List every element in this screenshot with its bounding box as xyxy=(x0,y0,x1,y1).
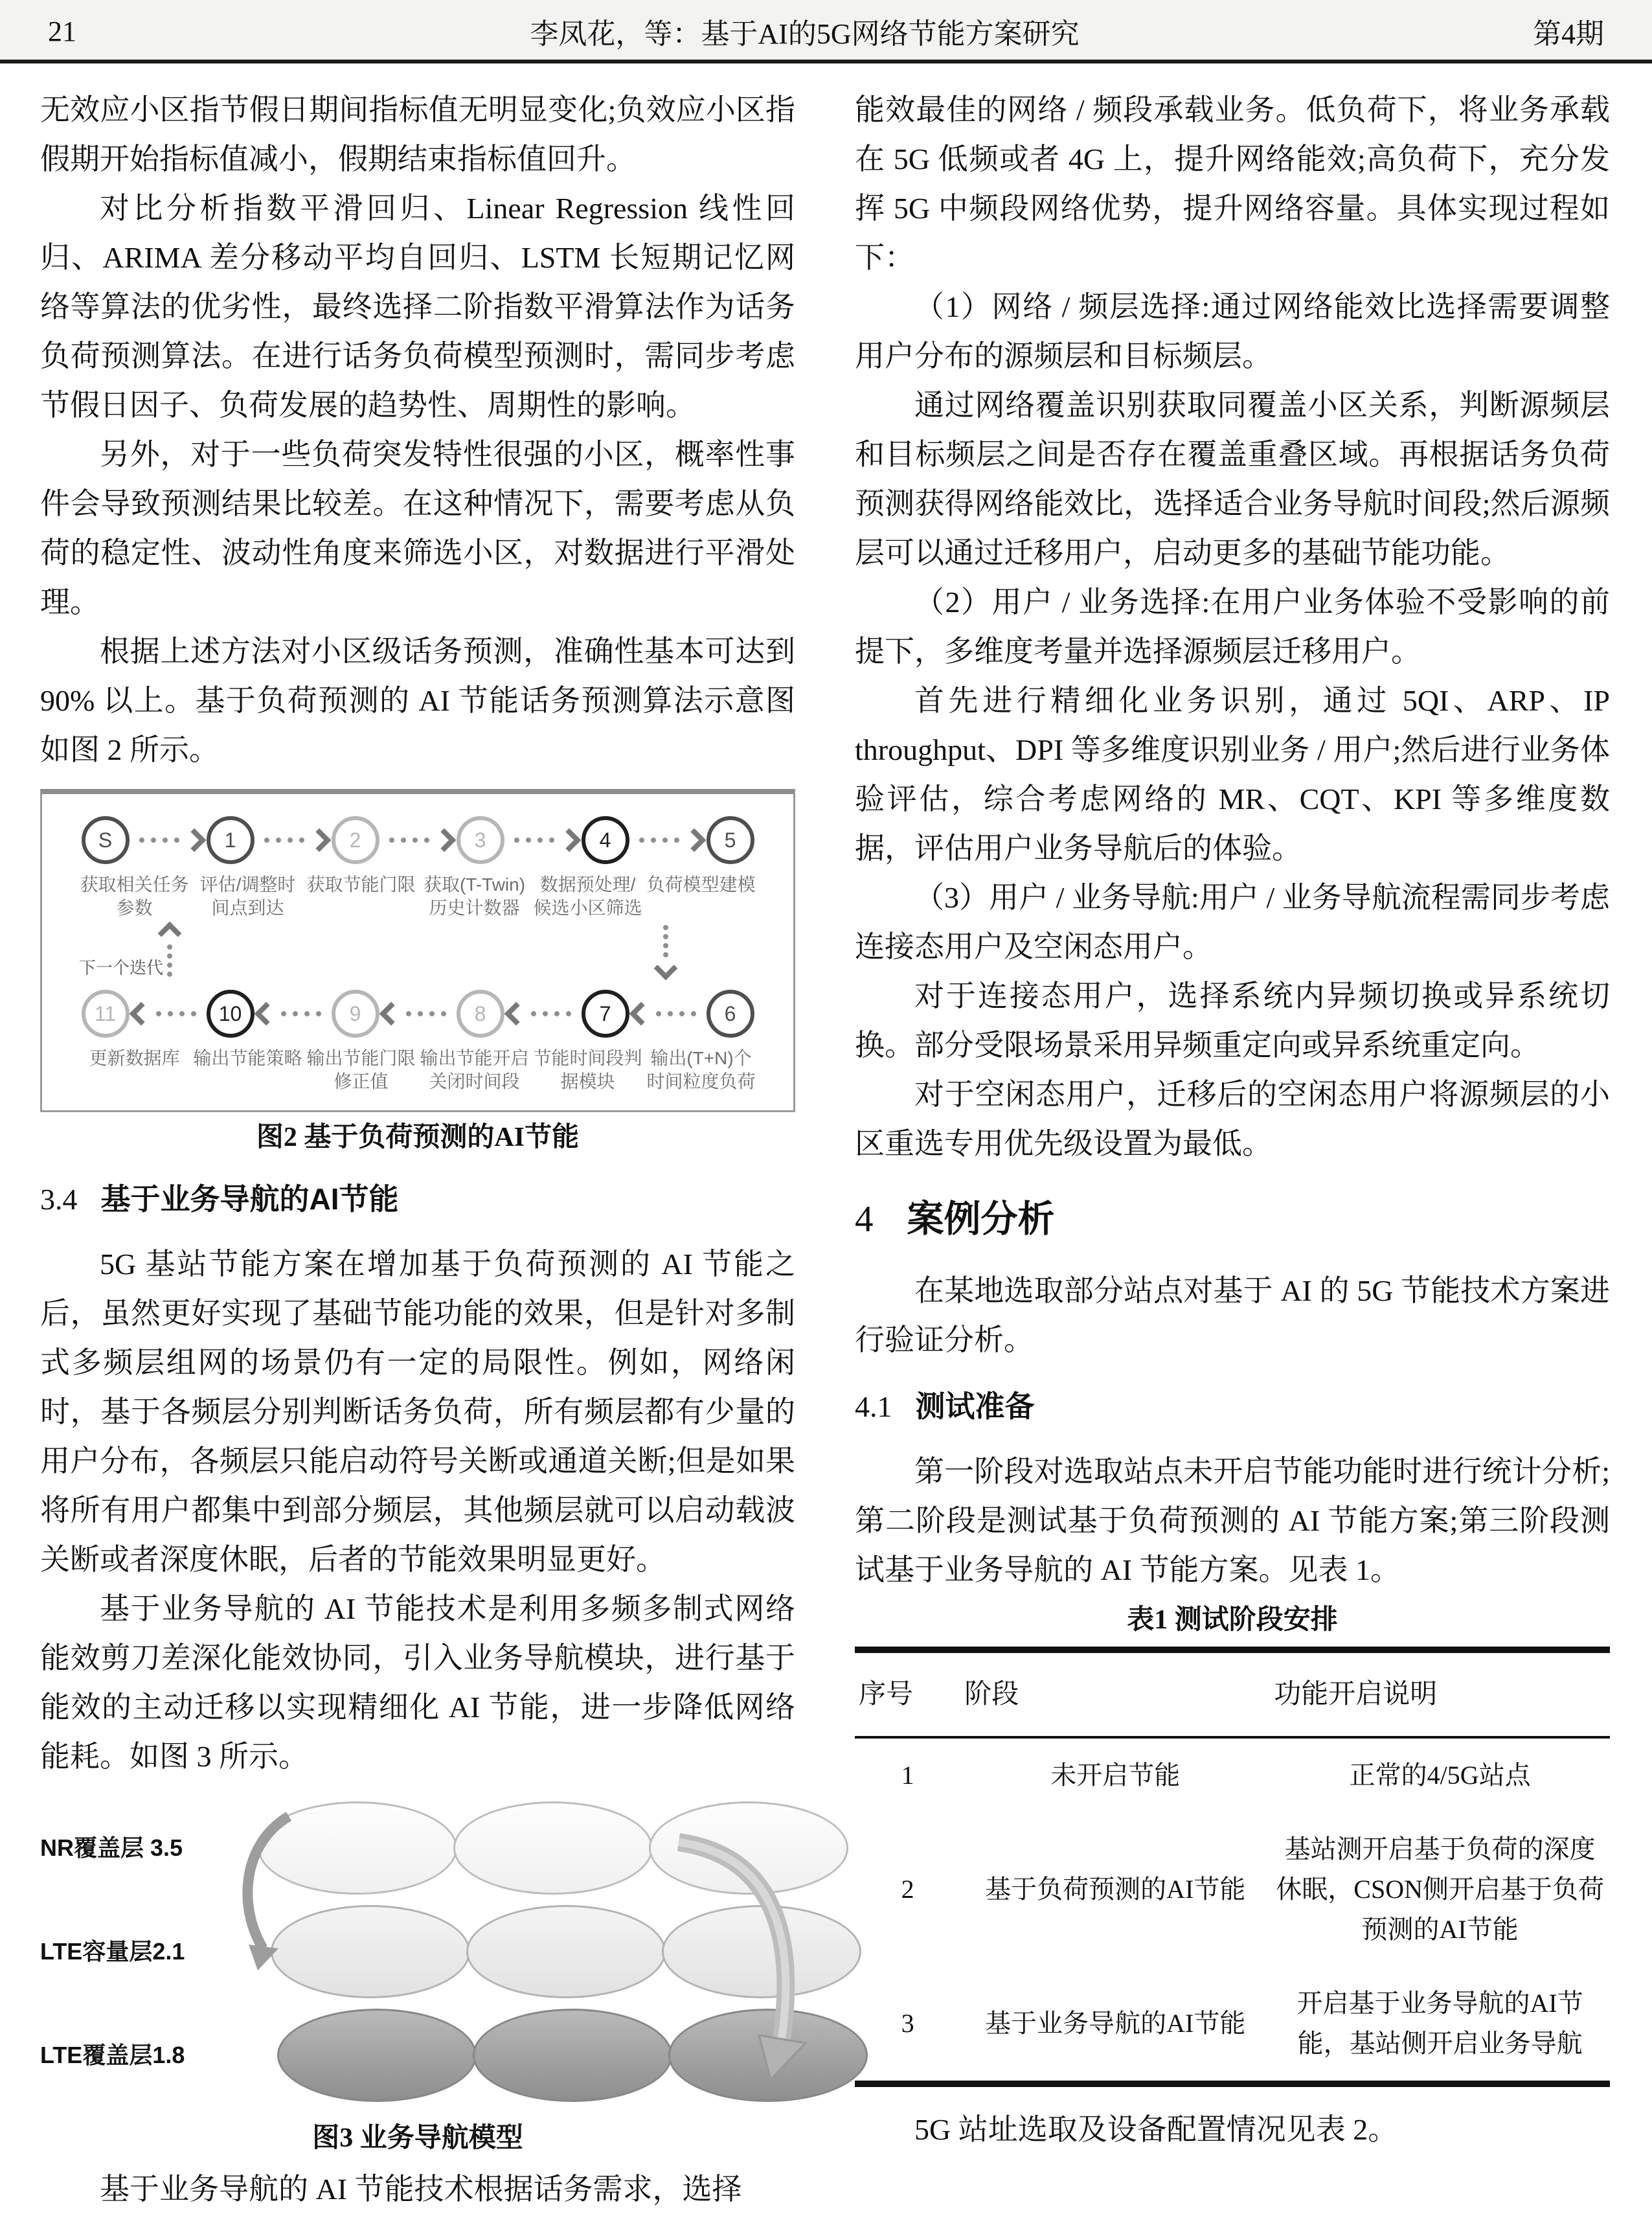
node-circle: 8 xyxy=(457,990,504,1038)
dotted-arrow-right-icon xyxy=(633,832,703,849)
cell-ellipse xyxy=(649,1801,848,1895)
left-column xyxy=(40,86,795,2214)
column-header: 功能开启说明 xyxy=(1270,1650,1610,1737)
node-circle: 6 xyxy=(707,990,754,1038)
flow-node-1 xyxy=(203,816,258,864)
table-header-row xyxy=(855,1650,1610,1737)
node-label: 评估/调整时间点到达 xyxy=(199,874,296,918)
node-circle: 4 xyxy=(582,816,629,864)
flow-node-6 xyxy=(703,990,758,1038)
paragraph: 5G 基站节能方案在增加基于负荷预测的 AI 节能之后，虽然更好实现了基础节能功能的效果，但是针对多制式多频层组网的场景仍有一定的局限性。例如，网络闲时，基于各频层分别判断话务负荷，所有频层都有少量的用户分布，各频层只能启动符号关断或通道关断;但是如果将所有用户都集中到部分频层，其他频层就可以启动载波关断或者深度休眠，后者的节能效果明显更好。 xyxy=(40,1248,795,1576)
cell-ellipse xyxy=(453,1801,653,1895)
layer-lte-coverage xyxy=(40,2009,864,2101)
section-number: 4.1 xyxy=(855,1390,892,1423)
flow-node-10 xyxy=(203,990,258,1038)
node-circle: 3 xyxy=(457,816,504,864)
table-row xyxy=(855,1967,1610,2084)
paragraph: 基于业务导航的 AI 节能技术根据话务需求，选择 xyxy=(100,2173,742,2206)
section-number: 3.4 xyxy=(40,1183,78,1216)
section-heading-4 xyxy=(855,1194,1610,1244)
node-circle: S xyxy=(82,816,130,864)
flow-arrow-down-icon xyxy=(657,925,674,977)
issue-label: 第4期 xyxy=(1533,18,1604,50)
node-label: 输出节能开启关闭时间段 xyxy=(420,1048,529,1091)
paragraph: （2）用户 / 业务选择:在用户业务体验不受影响的前提下，多维度考量并选择源频层迁移用户。 xyxy=(855,586,1610,668)
paragraph: （3）用户 / 业务导航:用户 / 业务导航流程需同步考虑连接态用户及空闲态用户。 xyxy=(855,881,1610,963)
flow-node-9 xyxy=(328,990,383,1038)
flow-loop-band xyxy=(78,925,758,988)
figure-2-caption: 图2 基于负荷预测的AI节能 xyxy=(256,1123,580,1152)
node-label: 数据预处理/候选小区筛选 xyxy=(533,874,642,918)
node-label: 输出节能门限修正值 xyxy=(306,1048,416,1091)
section-heading-4-1 xyxy=(855,1382,1610,1432)
cell-desc: 基站测开启基于负荷的深度休眠，CSON侧开启基于负荷预测的AI节能 xyxy=(1276,1834,1604,1944)
column-header: 阶段 xyxy=(960,1650,1270,1737)
section-title: 案例分析 xyxy=(907,1198,1055,1240)
dotted-arrow-left-icon xyxy=(383,1005,453,1022)
paragraph: 根据上述方法对小区级话务预测，准确性基本可达到 90% 以上。基于负荷预测的 AI 节能话务预测算法示意图如图 2 所示。 xyxy=(40,635,795,766)
flow-node-2 xyxy=(328,816,383,864)
node-circle: 5 xyxy=(707,816,754,864)
layer-label: NR覆盖层 3.5 xyxy=(40,1834,183,1861)
dotted-arrow-left-icon xyxy=(633,1005,703,1022)
node-label: 负荷模型建模 xyxy=(646,874,756,895)
node-label: 更新数据库 xyxy=(89,1048,180,1068)
paragraph: 在某地选取部分站点对基于 AI 的 5G 节能技术方案进行验证分析。 xyxy=(855,1274,1610,1356)
dotted-arrow-right-icon xyxy=(383,832,453,849)
table-row xyxy=(855,1812,1610,1967)
paragraph: （1）网络 / 频层选择:通过网络能效比选择需要调整用户分布的源频层和目标频层。 xyxy=(855,290,1610,372)
flow-node-S xyxy=(78,816,133,864)
dotted-arrow-right-icon xyxy=(133,832,203,849)
figure-3-caption: 图3 业务导航模型 xyxy=(312,2123,523,2153)
loop-label: 下一个迭代 xyxy=(79,958,164,977)
running-title: 李凤花，等：基于AI的5G网络节能方案研究 xyxy=(530,18,1080,50)
two-column-body xyxy=(0,63,1652,2214)
layer-label: LTE覆盖层1.8 xyxy=(40,2042,185,2068)
node-label: 输出(T+N)个时间粒度负荷 xyxy=(646,1048,756,1091)
paragraph: 首先进行精细化业务识别，通过 5QI、ARP、IP throughput、DPI 等多维度识别业务 / 用户;然后进行业务体验评估，综合考虑网络的 MR、CQT、KPI 等多维度数据，评估用户业务导航后的体验。 xyxy=(855,684,1610,865)
layer-lte-capacity xyxy=(40,1906,857,1998)
dotted-arrow-left-icon xyxy=(258,1005,328,1022)
flow-node-8 xyxy=(453,990,508,1038)
cell-stage: 基于业务导航的AI节能 xyxy=(985,2009,1246,2038)
node-label: 输出节能策略 xyxy=(193,1048,302,1068)
section-heading-3-4 xyxy=(40,1174,795,1224)
paragraph: 基于业务导航的 AI 节能技术是利用多频多制式网络能效剪刀差深化能效协同，引入业务导航模块，进行基于能效的主动迁移以实现精细化 AI 节能，进一步降低网络能耗。如图 3 所示。 xyxy=(40,1592,795,1773)
cell-ellipse xyxy=(271,1905,470,1998)
paragraph: 第一阶段对选取站点未开启节能功能时进行统计分析;第二阶段是测试基于负荷预测的 AI 节能方案;第三阶段测试基于业务导航的 AI 节能方案。见表 1。 xyxy=(855,1455,1610,1586)
page-number: 21 xyxy=(48,15,76,47)
node-label: 节能时间段判据模块 xyxy=(533,1048,642,1091)
page-header xyxy=(0,0,1652,63)
dotted-arrow-left-icon xyxy=(508,1005,578,1022)
dotted-arrow-right-icon xyxy=(258,832,328,849)
figure-3-diagram xyxy=(40,1798,795,2113)
layer-label: LTE容量层2.1 xyxy=(40,1938,185,1965)
cell-stage: 基于负荷预测的AI节能 xyxy=(985,1875,1246,1904)
right-column xyxy=(855,86,1610,2214)
flow-bottom-labels xyxy=(78,1047,758,1093)
paragraph: 对于连接态用户，选择系统内异频切换或异系统切换。部分受限场景采用异频重定向或异系统重定向。 xyxy=(855,979,1610,1062)
flow-top-labels xyxy=(78,873,758,920)
section-title: 基于业务导航的AI节能 xyxy=(100,1182,399,1216)
paragraph: 无效应小区指节假日期间指标值无明显变化;负效应小区指假期开始指标值减小，假期结束指标值回升。 xyxy=(40,93,795,176)
cell-seq: 3 xyxy=(901,2009,914,2038)
flow-node-7 xyxy=(578,990,633,1038)
cell-ellipse xyxy=(668,2009,868,2102)
flow-node-4 xyxy=(578,816,633,864)
dotted-arrow-right-icon xyxy=(508,832,578,849)
section-number: 4 xyxy=(855,1199,874,1240)
flow-node-3 xyxy=(453,816,508,864)
flow-node-5 xyxy=(703,816,758,864)
flow-node-11 xyxy=(78,990,133,1038)
cell-ellipse xyxy=(258,1801,457,1895)
cell-ellipse xyxy=(473,2009,672,2102)
flow-top-row xyxy=(78,816,758,864)
cell-stage: 未开启节能 xyxy=(1050,1761,1181,1790)
node-circle: 2 xyxy=(332,816,379,864)
table-1 xyxy=(855,1647,1610,2087)
paragraph: 5G 站址选取及设备配置情况见表 2。 xyxy=(914,2113,1398,2146)
dotted-arrow-left-icon xyxy=(133,1005,203,1022)
paragraph: 对比分析指数平滑回归、Linear Regression 线性回归、ARIMA 差分移动平均自回归、LSTM 长短期记忆网络等算法的优劣性，最终选择二阶指数平滑算法作为话务负荷预测算法。在进行话务负荷模型预测时，需同步考虑节假日因子、负荷发展的趋势性、周期性的影响。 xyxy=(40,192,795,422)
column-header: 序号 xyxy=(855,1650,960,1737)
cell-desc: 开启基于业务导航的AI节能，基站侧开启业务导航 xyxy=(1296,1989,1583,2058)
figure-2-flowchart xyxy=(40,789,795,1112)
cell-seq: 2 xyxy=(901,1875,914,1904)
node-label: 获取相关任务参数 xyxy=(80,874,189,918)
paragraph: 通过网络覆盖识别获取同覆盖小区关系，判断源频层和目标频层之间是否存在覆盖重叠区域。再根据话务负荷预测获得网络能效比，选择适合业务导航时间段;然后源频层可以通过迁移用户，启动更多的基础节能功能。 xyxy=(855,389,1610,569)
section-title: 测试准备 xyxy=(915,1389,1035,1423)
node-circle: 9 xyxy=(332,990,379,1038)
layer-nr xyxy=(40,1802,844,1894)
cell-seq: 1 xyxy=(901,1761,914,1790)
table-row xyxy=(855,1737,1610,1812)
node-circle: 11 xyxy=(82,990,130,1038)
node-circle: 1 xyxy=(207,816,255,864)
node-label: 获取(T-Twin)历史计数器 xyxy=(423,874,526,918)
cell-ellipse xyxy=(466,1905,666,1998)
node-circle: 7 xyxy=(582,990,629,1038)
cell-ellipse xyxy=(277,2009,477,2102)
paragraph: 另外，对于一些负荷突发特性很强的小区，概率性事件会导致预测结果比较差。在这种情况下，需要考虑从负荷的稳定性、波动性角度来筛选小区，对数据进行平滑处理。 xyxy=(40,438,795,619)
paragraph: 对于空闲态用户，迁移后的空闲态用户将源频层的小区重选专用优先级设置为最低。 xyxy=(855,1078,1610,1160)
paragraph: 能效最佳的网络 / 频段承载业务。低负荷下，将业务承载在 5G 低频或者 4G 上，提升网络能效;高负荷下，充分发挥 5G 中频段网络优势，提升网络容量。具体实现过程如下： xyxy=(855,93,1610,274)
loop-arrow-up-icon xyxy=(161,925,178,977)
node-label: 获取节能门限 xyxy=(306,874,416,895)
cell-ellipse xyxy=(662,1905,861,1998)
table-1-caption: 表1 测试阶段安排 xyxy=(1127,1605,1338,1635)
flow-bottom-row xyxy=(78,990,758,1038)
cell-desc: 正常的4/5G站点 xyxy=(1349,1761,1531,1790)
node-circle: 10 xyxy=(207,990,255,1038)
